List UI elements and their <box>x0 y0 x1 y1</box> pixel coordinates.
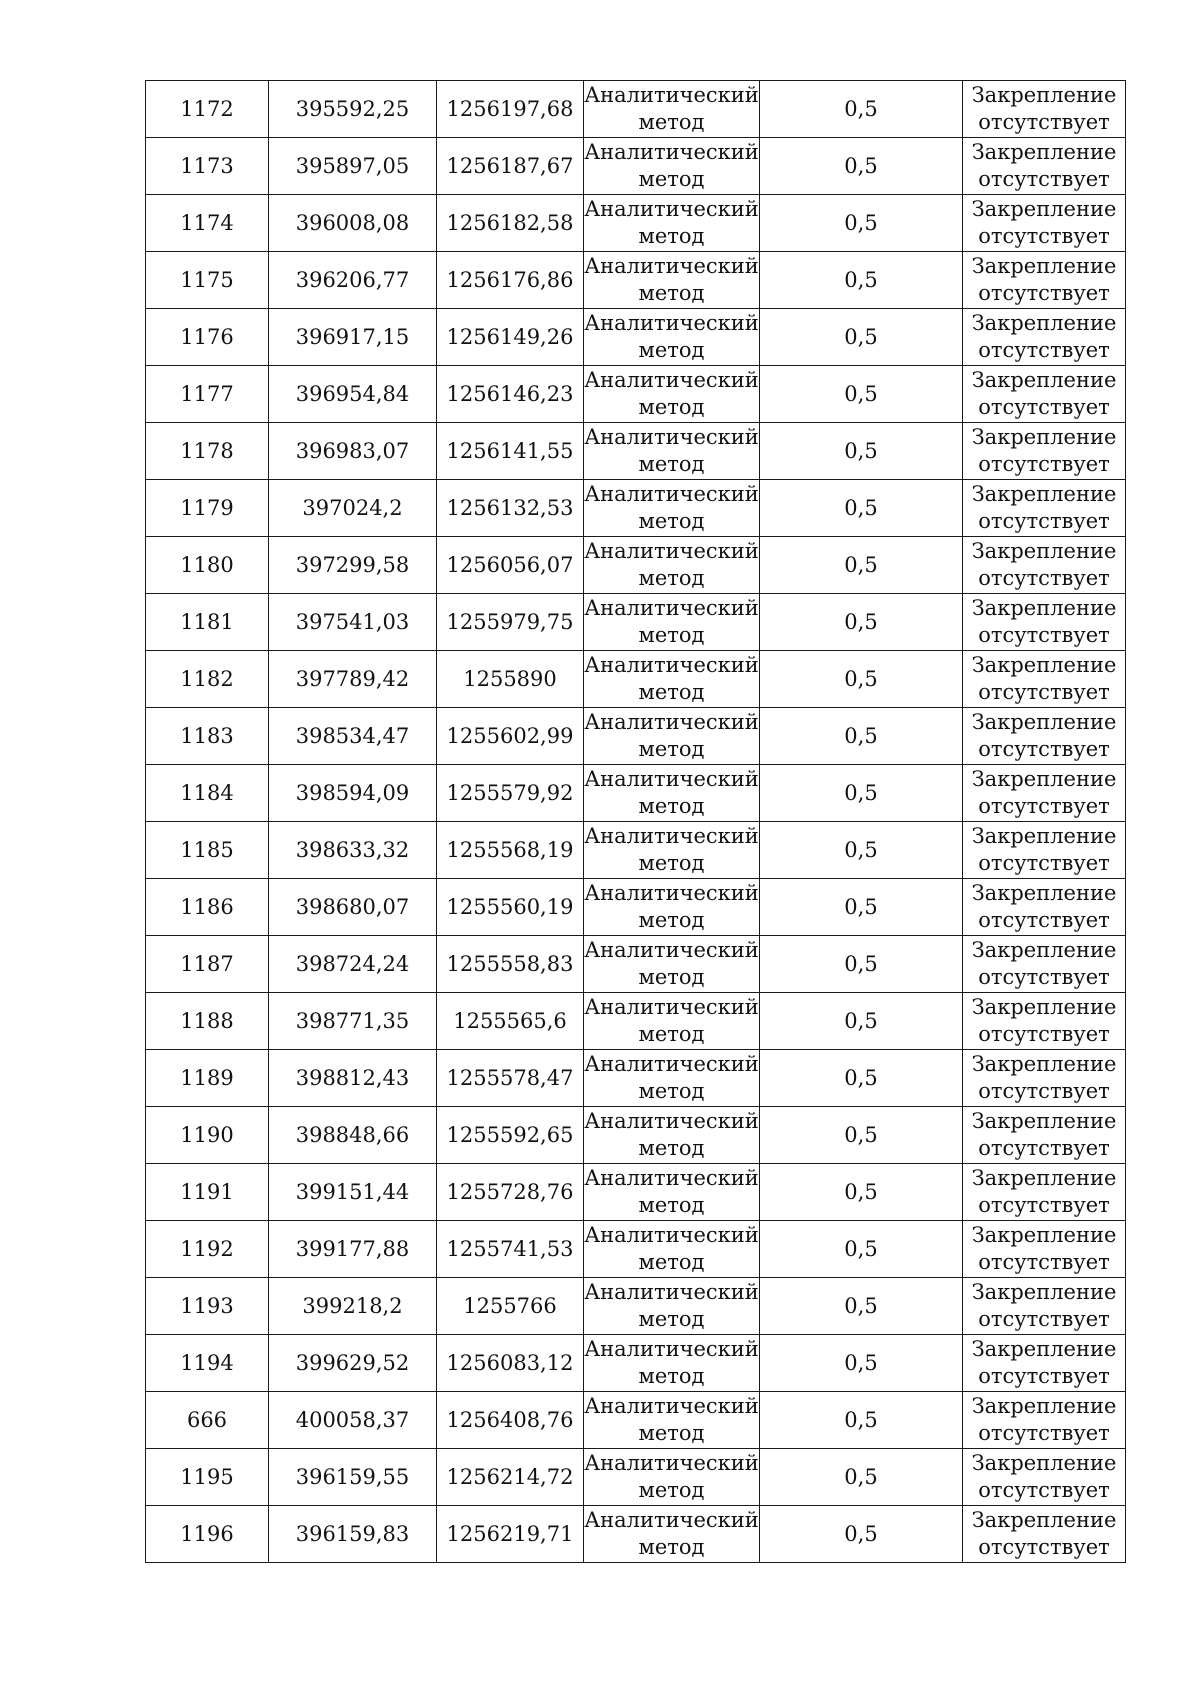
fixing-cell: Закрепление отсутствует <box>963 765 1126 822</box>
point-number-cell: 1188 <box>146 993 269 1050</box>
point-number-cell: 1175 <box>146 252 269 309</box>
y-coordinate-cell: 1255558,83 <box>437 936 584 993</box>
fixing-cell: Закрепление отсутствует <box>963 423 1126 480</box>
accuracy-cell: 0,5 <box>760 993 963 1050</box>
method-cell: Аналитический метод <box>584 1392 760 1449</box>
fixing-cell: Закрепление отсутствует <box>963 252 1126 309</box>
accuracy-cell: 0,5 <box>760 765 963 822</box>
fixing-cell: Закрепление отсутствует <box>963 138 1126 195</box>
fixing-cell: Закрепление отсутствует <box>963 1050 1126 1107</box>
x-coordinate-cell: 398534,47 <box>269 708 437 765</box>
y-coordinate-cell: 1255579,92 <box>437 765 584 822</box>
x-coordinate-cell: 396008,08 <box>269 195 437 252</box>
accuracy-cell: 0,5 <box>760 309 963 366</box>
point-number-cell: 1180 <box>146 537 269 594</box>
fixing-cell: Закрепление отсутствует <box>963 1221 1126 1278</box>
x-coordinate-cell: 397789,42 <box>269 651 437 708</box>
method-cell: Аналитический метод <box>584 423 760 480</box>
point-number-cell: 1191 <box>146 1164 269 1221</box>
point-number-cell: 1174 <box>146 195 269 252</box>
accuracy-cell: 0,5 <box>760 594 963 651</box>
point-number-cell: 1193 <box>146 1278 269 1335</box>
y-coordinate-cell: 1256214,72 <box>437 1449 584 1506</box>
x-coordinate-cell: 398724,24 <box>269 936 437 993</box>
method-cell: Аналитический метод <box>584 879 760 936</box>
y-coordinate-cell: 1256408,76 <box>437 1392 584 1449</box>
point-number-cell: 1173 <box>146 138 269 195</box>
method-cell: Аналитический метод <box>584 1506 760 1563</box>
fixing-cell: Закрепление отсутствует <box>963 366 1126 423</box>
fixing-cell: Закрепление отсутствует <box>963 651 1126 708</box>
table-row <box>146 1107 1126 1164</box>
y-coordinate-cell: 1256149,26 <box>437 309 584 366</box>
y-coordinate-cell: 1255741,53 <box>437 1221 584 1278</box>
method-cell: Аналитический метод <box>584 1278 760 1335</box>
x-coordinate-cell: 396159,83 <box>269 1506 437 1563</box>
method-cell: Аналитический метод <box>584 765 760 822</box>
x-coordinate-cell: 399151,44 <box>269 1164 437 1221</box>
point-number-cell: 1177 <box>146 366 269 423</box>
fixing-cell: Закрепление отсутствует <box>963 195 1126 252</box>
point-number-cell: 1195 <box>146 1449 269 1506</box>
table-row <box>146 651 1126 708</box>
table-row <box>146 993 1126 1050</box>
point-number-cell: 1172 <box>146 81 269 138</box>
table-row <box>146 594 1126 651</box>
table-row <box>146 1392 1126 1449</box>
y-coordinate-cell: 1256056,07 <box>437 537 584 594</box>
x-coordinate-cell: 398812,43 <box>269 1050 437 1107</box>
x-coordinate-cell: 396206,77 <box>269 252 437 309</box>
point-number-cell: 1184 <box>146 765 269 822</box>
accuracy-cell: 0,5 <box>760 651 963 708</box>
point-number-cell: 1186 <box>146 879 269 936</box>
method-cell: Аналитический метод <box>584 1164 760 1221</box>
point-number-cell: 1181 <box>146 594 269 651</box>
table-row <box>146 423 1126 480</box>
accuracy-cell: 0,5 <box>760 1392 963 1449</box>
method-cell: Аналитический метод <box>584 1107 760 1164</box>
x-coordinate-cell: 397541,03 <box>269 594 437 651</box>
y-coordinate-cell: 1256187,67 <box>437 138 584 195</box>
accuracy-cell: 0,5 <box>760 81 963 138</box>
fixing-cell: Закрепление отсутствует <box>963 480 1126 537</box>
y-coordinate-cell: 1256197,68 <box>437 81 584 138</box>
y-coordinate-cell: 1255560,19 <box>437 879 584 936</box>
table-row <box>146 1221 1126 1278</box>
table-row <box>146 195 1126 252</box>
method-cell: Аналитический метод <box>584 708 760 765</box>
table-row <box>146 537 1126 594</box>
point-number-cell: 1178 <box>146 423 269 480</box>
point-number-cell: 1196 <box>146 1506 269 1563</box>
method-cell: Аналитический метод <box>584 1335 760 1392</box>
method-cell: Аналитический метод <box>584 81 760 138</box>
accuracy-cell: 0,5 <box>760 1221 963 1278</box>
fixing-cell: Закрепление отсутствует <box>963 309 1126 366</box>
table-row <box>146 366 1126 423</box>
y-coordinate-cell: 1255979,75 <box>437 594 584 651</box>
accuracy-cell: 0,5 <box>760 936 963 993</box>
method-cell: Аналитический метод <box>584 309 760 366</box>
x-coordinate-cell: 399218,2 <box>269 1278 437 1335</box>
x-coordinate-cell: 398771,35 <box>269 993 437 1050</box>
accuracy-cell: 0,5 <box>760 1050 963 1107</box>
fixing-cell: Закрепление отсутствует <box>963 1164 1126 1221</box>
point-number-cell: 1192 <box>146 1221 269 1278</box>
method-cell: Аналитический метод <box>584 537 760 594</box>
fixing-cell: Закрепление отсутствует <box>963 1449 1126 1506</box>
x-coordinate-cell: 399629,52 <box>269 1335 437 1392</box>
x-coordinate-cell: 397024,2 <box>269 480 437 537</box>
method-cell: Аналитический метод <box>584 480 760 537</box>
y-coordinate-cell: 1256146,23 <box>437 366 584 423</box>
fixing-cell: Закрепление отсутствует <box>963 1335 1126 1392</box>
y-coordinate-cell: 1255568,19 <box>437 822 584 879</box>
table-row <box>146 1050 1126 1107</box>
x-coordinate-cell: 400058,37 <box>269 1392 437 1449</box>
fixing-cell: Закрепление отсутствует <box>963 993 1126 1050</box>
fixing-cell: Закрепление отсутствует <box>963 81 1126 138</box>
x-coordinate-cell: 396159,55 <box>269 1449 437 1506</box>
x-coordinate-cell: 397299,58 <box>269 537 437 594</box>
accuracy-cell: 0,5 <box>760 1107 963 1164</box>
x-coordinate-cell: 398594,09 <box>269 765 437 822</box>
y-coordinate-cell: 1256141,55 <box>437 423 584 480</box>
y-coordinate-cell: 1255592,65 <box>437 1107 584 1164</box>
accuracy-cell: 0,5 <box>760 879 963 936</box>
accuracy-cell: 0,5 <box>760 366 963 423</box>
y-coordinate-cell: 1255766 <box>437 1278 584 1335</box>
table-row <box>146 252 1126 309</box>
table-row <box>146 936 1126 993</box>
accuracy-cell: 0,5 <box>760 1506 963 1563</box>
accuracy-cell: 0,5 <box>760 1278 963 1335</box>
table-row <box>146 708 1126 765</box>
point-number-cell: 1179 <box>146 480 269 537</box>
fixing-cell: Закрепление отсутствует <box>963 594 1126 651</box>
y-coordinate-cell: 1256182,58 <box>437 195 584 252</box>
table-row <box>146 81 1126 138</box>
accuracy-cell: 0,5 <box>760 195 963 252</box>
accuracy-cell: 0,5 <box>760 138 963 195</box>
fixing-cell: Закрепление отсутствует <box>963 537 1126 594</box>
method-cell: Аналитический метод <box>584 366 760 423</box>
method-cell: Аналитический метод <box>584 1050 760 1107</box>
method-cell: Аналитический метод <box>584 936 760 993</box>
fixing-cell: Закрепление отсутствует <box>963 936 1126 993</box>
y-coordinate-cell: 1255578,47 <box>437 1050 584 1107</box>
table-row <box>146 309 1126 366</box>
point-number-cell: 1176 <box>146 309 269 366</box>
x-coordinate-cell: 395592,25 <box>269 81 437 138</box>
point-number-cell: 666 <box>146 1392 269 1449</box>
table-row <box>146 822 1126 879</box>
point-number-cell: 1194 <box>146 1335 269 1392</box>
table-row <box>146 480 1126 537</box>
method-cell: Аналитический метод <box>584 822 760 879</box>
x-coordinate-cell: 398633,32 <box>269 822 437 879</box>
method-cell: Аналитический метод <box>584 195 760 252</box>
coordinates-table <box>145 80 1126 1563</box>
point-number-cell: 1187 <box>146 936 269 993</box>
y-coordinate-cell: 1256083,12 <box>437 1335 584 1392</box>
y-coordinate-cell: 1255565,6 <box>437 993 584 1050</box>
table-row <box>146 765 1126 822</box>
table-row <box>146 1278 1126 1335</box>
x-coordinate-cell: 395897,05 <box>269 138 437 195</box>
point-number-cell: 1189 <box>146 1050 269 1107</box>
accuracy-cell: 0,5 <box>760 822 963 879</box>
accuracy-cell: 0,5 <box>760 708 963 765</box>
x-coordinate-cell: 396983,07 <box>269 423 437 480</box>
method-cell: Аналитический метод <box>584 138 760 195</box>
method-cell: Аналитический метод <box>584 1221 760 1278</box>
y-coordinate-cell: 1256219,71 <box>437 1506 584 1563</box>
point-number-cell: 1183 <box>146 708 269 765</box>
point-number-cell: 1182 <box>146 651 269 708</box>
point-number-cell: 1185 <box>146 822 269 879</box>
fixing-cell: Закрепление отсутствует <box>963 1392 1126 1449</box>
y-coordinate-cell: 1255602,99 <box>437 708 584 765</box>
table-row <box>146 1506 1126 1563</box>
y-coordinate-cell: 1255728,76 <box>437 1164 584 1221</box>
accuracy-cell: 0,5 <box>760 252 963 309</box>
y-coordinate-cell: 1255890 <box>437 651 584 708</box>
fixing-cell: Закрепление отсутствует <box>963 708 1126 765</box>
table-row <box>146 1449 1126 1506</box>
table-row <box>146 1164 1126 1221</box>
x-coordinate-cell: 396917,15 <box>269 309 437 366</box>
table-row <box>146 1335 1126 1392</box>
fixing-cell: Закрепление отсутствует <box>963 822 1126 879</box>
accuracy-cell: 0,5 <box>760 537 963 594</box>
y-coordinate-cell: 1256176,86 <box>437 252 584 309</box>
point-number-cell: 1190 <box>146 1107 269 1164</box>
method-cell: Аналитический метод <box>584 594 760 651</box>
accuracy-cell: 0,5 <box>760 1335 963 1392</box>
accuracy-cell: 0,5 <box>760 423 963 480</box>
x-coordinate-cell: 398680,07 <box>269 879 437 936</box>
x-coordinate-cell: 398848,66 <box>269 1107 437 1164</box>
accuracy-cell: 0,5 <box>760 1164 963 1221</box>
x-coordinate-cell: 399177,88 <box>269 1221 437 1278</box>
coordinates-table-body <box>146 81 1126 1563</box>
y-coordinate-cell: 1256132,53 <box>437 480 584 537</box>
method-cell: Аналитический метод <box>584 651 760 708</box>
fixing-cell: Закрепление отсутствует <box>963 1278 1126 1335</box>
fixing-cell: Закрепление отсутствует <box>963 1506 1126 1563</box>
accuracy-cell: 0,5 <box>760 1449 963 1506</box>
fixing-cell: Закрепление отсутствует <box>963 879 1126 936</box>
method-cell: Аналитический метод <box>584 993 760 1050</box>
accuracy-cell: 0,5 <box>760 480 963 537</box>
table-row <box>146 879 1126 936</box>
x-coordinate-cell: 396954,84 <box>269 366 437 423</box>
fixing-cell: Закрепление отсутствует <box>963 1107 1126 1164</box>
table-row <box>146 138 1126 195</box>
method-cell: Аналитический метод <box>584 252 760 309</box>
method-cell: Аналитический метод <box>584 1449 760 1506</box>
